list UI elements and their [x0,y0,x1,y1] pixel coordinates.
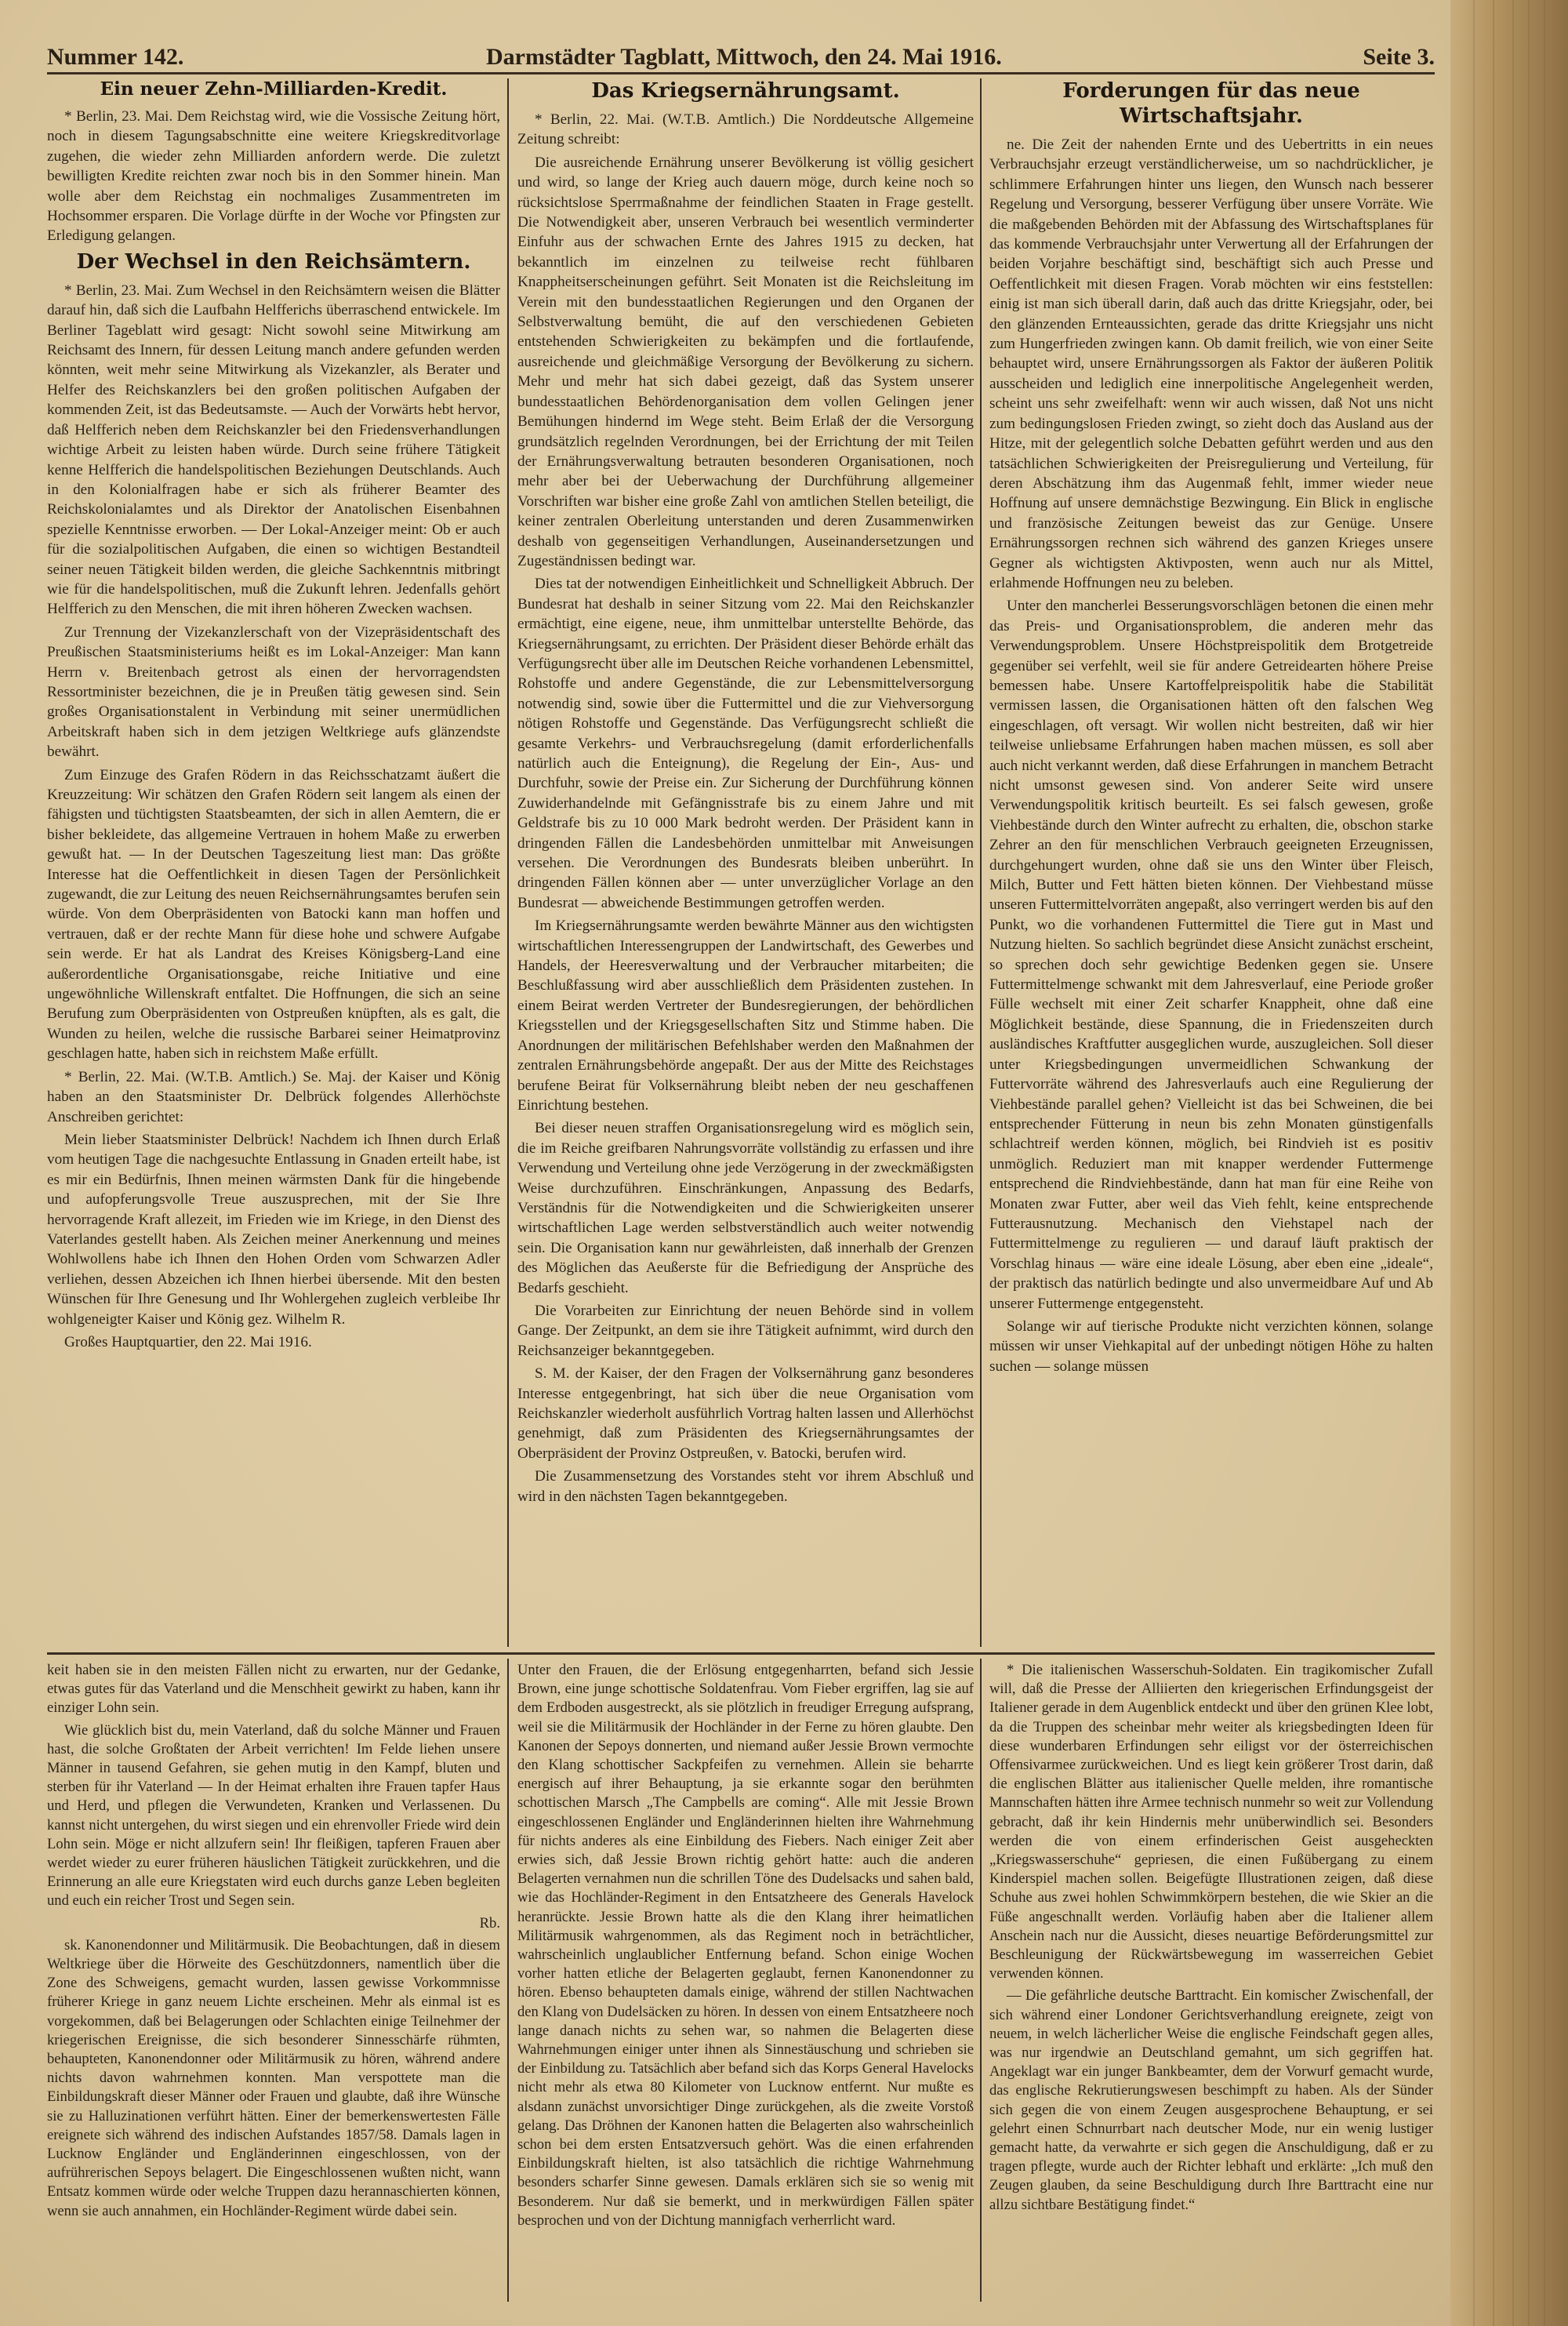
column-2 [517,77,974,1650]
paragraph: Dies tat der notwendigen Einheitlichkeit und Schnelligkeit Abbruch. Der Bundesrat hat deshalb in seiner Sitzung vom 22. Mai den Reichskanzler ermächtigt, eine eigene, neue, ihm unmittelbar unterstellte Behörde, das Kriegsernährungsamt, zu errichten. Der Präsident dieser Behörde erhält das Verfügungsrecht über alle im Deutschen Reiche vorhandenen Lebensmittel, Rohstoffe und andere Gegenstände, die zur Lebensmittelversorgung notwendig sind, sowie über die Futtermittel und die zur Viehversorgung nötigen Rohstoffe und Gegenstände. Das Verfügungsrecht schließt die gesamte Verkehrs- und Verbrauchsregelung (damit erforderlichenfalls natürlich auch die Enteignung), die Regelung der Ein-, Aus- und Durchfuhr, sowie der Preise ein. Zur Sicherung der Durchführung können Zuwiderhandelnde mit Gefängnisstrafe bis zu einem Jahre und mit Geldstrafe bis zu 10 000 Mark bedroht werden. Der Präsident kann in dringenden Fällen die Landesbehörden unmittelbar mit Anweisungen versehen. Die Verordnungen des Bundesrats bleiben unberührt. In dringenden Fällen können aber — unter unverzüglicher Vorlage an den Bundesrat — abweichende Bestimmungen getroffen werden. [517,576,974,911]
kaiser-letter: Mein lieber Staatsminister Delbrück! Nachdem ich Ihnen durch Erlaß vom heutigen Tage die nachgesuchte Entlassung in Gnaden erteilt habe, ist es mir ein Bedürfnis, Ihnen meinen wärmsten Dank für die hingebende und aufopferungsvolle Treue auszusprechen, mit der Sie Ihre hervorragende Kraft allezeit, im Frieden wie im Kriege, in den Dienst des Vaterlandes gestellt haben. Als Zeichen meiner Anerkennung und meines Wohlwollens habe ich Ihnen den Hohen Orden vom Schwarzen Adler verliehen, dessen Abzeichen ich Ihnen hierbei übersende. Mit den besten Wünschen für Ihre Genesung und Ihr Wohlergehen zugleich verbleibe Ihr wohlgeneigter Kaiser und König gez. Wilhelm R. [47,1131,500,1328]
paragraph: keit haben sie in den meisten Fällen nicht zu erwarten, nur der Gedanke, etwas gutes für das Vaterland und die Menschheit gewirkt zu haben, kann ihr einziger Lohn sein. [47,1662,500,1717]
paragraph: Zur Trennung der Vizekanzlerschaft von der Vizepräsidentschaft des Preußischen Staatsministeriums heißt es im Lokal-Anzeiger: Man kann Herrn v. Breitenbach getrost als einen der hervorragendsten Ressortminister bezeichnen, die je in Preußen tätig gewesen sind. Sein großes Organisationstalent in Verbindung mit seiner unermüdlichen Arbeitskraft haben sich in dem jetzigen Weltkriege aufs glänzendste bewährt. [47,623,500,761]
lower-rule-1 [507,1659,509,2302]
headline-kriegsernaehrungsamt: Das Kriegsernährungsamt. [591,79,900,103]
paragraph: * Berlin, 23. Mai. Zum Wechsel in den Reichsämtern weisen die Blätter darauf hin, daß sich die Laufbahn Helfferichs überraschend entwickele. Im Berliner Tageblatt wird gesagt: Nicht sowohl seine Mitwirkung am Reichsamt des Innern, für dessen Leitung manch andere gefunden werden könnten, weit mehr seine Mitwirkung als Vizekanzler, als Berater und Helfer des Reichskanzlers bei den großen politischen Aufgaben der kommenden Zeit, ist das Bedeutsamste. — Auch der Vorwärts hebt hervor, daß Helfferich neben dem Reichskanzler bei den Friedensverhandlungen wichtige Arbeit zu leisten haben würde. Durch seine frühere Tätigkeit kenne Helfferich die handelspolitischen Beziehungen Deutschlands. Auch in den Kolonialfragen habe er sich als früherer Beamter des Reichskolonialamtes und als Direktor der Anatolischen Eisenbahnen spezielle Kenntnisse erworben. — Der Lokal-Anzeiger meint: Ob er auch für die sozialpolitischen Aufgaben, die einen so wichtigen Bestandteil seiner neuen Tätigkeit bilden werden, die gleiche Sachkenntnis mitbringt wie für die handelspolitischen, muß die Zukunft lehren. Jedenfalls gehört Helfferich zu den Menschen, die mit ihren höheren Zwecken wachsen. [47,282,500,618]
paragraph: Die ausreichende Ernährung unserer Bevölkerung ist völlig gesichert und wird, so lange der Krieg auch dauern möge, durch keine noch so rücksichtslose Sperrmaßnahme der feindlichen Staaten in Frage gestellt. Die Notwendigkeit aber, unseren Verbrauch bei wesentlich verminderter Einfuhr aus der schwachen Ernte des Jahres 1915 zu decken, hat bekanntlich im einzelnen zu teilweise recht fühlbaren Knappheitserscheinungen geführt. Seit Monaten ist die Reichsleitung im Verein mit den bundesstaatlichen Regierungen und den Organen der Selbstverwaltung bemüht, die auf den verschiedenen Gebieten entstehenden Schwierigkeiten zu bekämpfen und die fortlaufende, ausreichende und gleichmäßige Versorgung der Bevölkerung zu sichern. Mehr und mehr hat sich dabei gezeigt, daß das System unserer bundesstaatlichen Behördenorganisation dem vollen Gelingen jener Bemühungen hindernd im Wege steht. Beim Erlaß der die Versorgung grundsätzlich regelnden Verordnungen, bei der Errichtung der mit Teilen der Ernährungsverwaltung betrauten besonderen Organisationen, noch mehr aber bei der Ueberwachung der Durchführung allgemeiner Vorschriften war bisher eine große Zahl von amtlichen Stellen beteiligt, die keiner zentralen Oberleitung unterstanden und deren Zusammenwirken deshalb von gegenseitigen Verhandlungen, Auseinandersetzungen und Zugeständnissen bedingt war. [517,154,974,569]
paragraph: Bei dieser neuen straffen Organisationsregelung wird es möglich sein, die im Reiche greifbaren Nahrungsvorräte vollständig zu erfassen und ihre Verwendung und Verteilung ohne jede Verzögerung in der zweckmäßigsten Weise durchzuführen. Einschränkungen, Anpassung des Bedarfs, Verständnis für die Notwendigkeiten und die Schwierigkeiten unserer wirtschaftlichen Lage werden selbstverständlich auch weiter notwendig sein. Die Organisation kann nur gewährleisten, daß innerhalb der Grenzen des Möglichen das Aeußerste für die Befriedigung der Ansprüche des Bedarfs geschieht. [517,1120,974,1296]
book-spine [1450,0,1568,2326]
paragraph: Die Vorarbeiten zur Einrichtung der neuen Behörde sind in vollem Gange. Der Zeitpunkt, an dem sie ihre Tätigkeit aufnimmt, wird durch den Reichsanzeiger bekanntgegeben. [517,1302,974,1359]
paragraph: Zum Einzuge des Grafen Rödern in das Reichsschatzamt äußert die Kreuzzeitung: Wir schätzen den Grafen Rödern seit langem als einen der fähigsten und tüchtigsten Staatsbeamten, der sich in allen Aemtern, die er bisher bekleidete, das allgemeine Vertrauen in hohem Maße zu erwerben gewußt hat. — In der Deutschen Tageszeitung liest man: Das größte Interesse hat die Oeffentlichkeit in diesen Tagen der Persönlichkeit zugewandt, die zur Leitung des neuen Reichsernährungsamtes berufen sein würde. Von dem Oberpräsidenten von Batocki kann man hoffen und vertrauen, daß er der rechte Mann für diese hohe und schwere Aufgabe sein werde. Er hat als Landrat des Kreises Königsberg-Land eine außerordentliche Organisationsgabe, reiche Initiative und eine ungewöhnliche Willenskraft entfaltet. Die Hoffnungen, die sich an seine Berufung zum Oberpräsidenten von Ostpreußen knüpften, als es galt, die Wunden zu heilen, welche die russische Barbarei seiner Heimatprovinz geschlagen hatte, haben sich in reichstem Maße erfüllt. [47,766,500,1063]
paper-title-date: Darmstädter Tagblatt, Mittwoch, den 24. Mai 1916. [486,44,1002,70]
paragraph: Im Kriegsernährungsamte werden bewährte Männer aus den wichtigsten wirtschaftlichen Interessengruppen der Landwirtschaft, des Gewerbes und Handels, der Heeresverwaltung und der Verbraucher mitarbeiten; die Beschlußfassung wird aber ausschließlich dem Präsidenten zustehen. In einem Beirat werden Vertreter der Bundesregierungen, der behördlichen Kriegsstellen und der Kriegsgesellschaften Sitz und Stimme haben. Die Anordnungen der militärischen Befehlshaber werden den Maßnahmen der zentralen Ernährungsbehörde angepaßt. Der aus der Mitte des Reichstages berufene Beirat für Volksernährung bleibt neben der neu geschaffenen Einrichtung bestehen. [517,918,974,1114]
paragraph: Wie glücklich bist du, mein Vaterland, daß du solche Männer und Frauen hast, die solche Großtaten der Arbeit verrichten! Im Felde liehen unsere Männer in tausend Gefahren, sie gehen mutig in den Kampf, bluten und sterben für ihr Vaterland — In der Heimat erhalten ihre Frauen tapfer Haus und Herd, und pflegen die Verwundeten, Kranken und Verlassenen. Du kannst nicht untergehen, du wirst siegen und ein ehrenvoller Friede wird dein Lohn sein. Möge er nicht allzufern sein! Ihr fleißigen, tapferen Frauen aber werdet wieder zu eurer früheren häuslichen Tätigkeit zurückkehren, und die Erinnerung an alle eure Kriegstaten wird euch durchs ganze Leben begleiten und euch ein reicher Trost und Segen sein. [47,1721,500,1910]
paragraph: Solange wir auf tierische Produkte nicht verzichten können, solange müssen wir unser Viehkapital auf der unbedingt nötigen Höhe zu halten suchen — solange müssen [989,1317,1433,1375]
paragraph: Unter den mancherlei Besserungsvorschlägen betonen die einen mehr das Preis- und Organisationsproblem, die anderen mehr das Verwendungsproblem. Unsere Höchstpreispolitik dem Brotgetreide gegenüber sei verfehlt, weil sie für andere Getreidearten höhere Preise bemessen habe. Unsere Kartoffelpreispolitik habe die Stabilität vermissen lassen, die Organisationen hätten oft den falschen Weg eingeschlagen, oft versagt. Wir wollen nicht bestreiten, daß wir hier teilweise unliebsame Erfahrungen haben machen müssen, es soll aber auch nicht verkannt werden, daß diese Erfahrungen in manchem Betracht nicht umsonst gewesen sind. Von anderer Seite wird unsere Verwendungspolitik kritisch beurteilt. Es sei falsch gewesen, große Viehbestände durch den Winter aufrecht zu erhalten, die, obschon starke Zehrer an den für menschlichen Verbrauch geeigneten Erzeugnissen, durchgehungert wurden, ohne daß sie uns den Winter über Fleisch, Milch, Butter und Fett hätten bieten können. Der Viehbestand müsse unseren Futtermittelvorräten angepaßt, also verringert werden bis auf den Punkt, wo die vorhandenen Futtermittel die Tiere gut in Mast und Nutzung hielten. So sachlich begründet diese Ansicht zunächst erscheint, so sprechen doch sehr gewichtige Bedenken gegen sie. Unsere Futtermittelmenge schwankt mit dem Jahresverlauf, eine Periode großer Fülle wechselt mit einer Zeit scharfer Knappheit, ohne daß eine Möglichkeit bestände, diese Spannung, die in Friedenszeiten durch ausländisches Kraftfutter ausgeglichen wurde, auszugleichen. Soll dieser unter Kriegsbedingungen unvermeidlichen Schwankung der Futtervorräte während des Jahresverlaufs auch eine Regulierung der Viehbestände parallel gehen? Vielleicht ist das bei Schweinen, die bei entsprechender Fütterung in neun bis zehn Monaten günstigenfalls schlachtreif werden können, möglich, bei Rindvieh ist es positiv unmöglich. Reduziert man mit knapper werdender Futtermenge entsprechend die Rindviehbestände, dann hat man für eine Reihe von Monaten zwar Futter, aber weil das Vieh fehlt, keine entsprechende Futterausnutzung. Mechanisch den Viehstapel nach der Futtermittelmenge zu regulieren — und darauf läuft praktisch der Vorschlag hinaus — wäre eine ideale Lösung, aber eben eine „ideale“, der praktisch das natürlich bedingte und also unvermeidbare Auf und Ab unserer Futtermenge entgegensteht. [989,598,1433,1312]
paragraph: — Die gefährliche deutsche Barttracht. Ein komischer Zwischenfall, der sich während einer Londoner Gerichtsverhandlung ereignete, zeigt von neuem, in welch lächerlicher Weise die englische Feindschaft gegen alles, was nur irgendwie an Deutschland gemahnt, um sich gegriffen hat. Angeklagt war ein junger Bankbeamter, dem der Vorwurf gemacht wurde, das englische Rekrutierungswesen beschimpft zu haben. Als der Sünder sich gegen die von einem Zeugen ausgesprochene Behauptung, er sei gelehrt einen Schnurrbart nach deutscher Mode, nur ein wenig lustiger gemacht hatte, da verwahrte er sich gegen die Anschuldigung, daß er zu tragen pflegte, wurde auch der Richter lebhaft und erklärte: „Ich muß den Zeugen glauben, da seine Beschuldigung durch Ihre Barttracht eine nur allzu sichtbare Bestätigung findet.“ [989,1987,1433,2213]
paragraph: Die Zusammensetzung des Vorstandes steht vor ihrem Abschluß und wird in den nächsten Tagen bekanntgegeben. [517,1468,974,1505]
issue-number: Nummer 142. [47,44,184,70]
masthead [47,41,1435,72]
section-rule [47,1652,1435,1655]
headline-kredit: Ein neuer Zehn-Milliarden-Kredit. [100,78,448,100]
paragraph: S. M. der Kaiser, der den Fragen der Volksernährung ganz besonderes Interesse entgegenbringt, hat sich über die neue Organisation vom Reichskanzler wiederholt ausführlich Vortrag halten lassen und Allerhöchst genehmigt, daß zum Präsidenten des Kriegsernährungsamtes der Oberpräsident der Provinz Ostpreußen, v. Batocki, berufen wird. [517,1365,974,1462]
column-rule-1 [507,78,509,1647]
paragraph: ne. Die Zeit der nahenden Ernte und des Uebertritts in ein neues Verbrauchsjahr erzeugt verständlicherweise, um so nachdrücklicher, je schlimmere Erfahrungen hinter uns liegen, den Wunsch nach besserer Regelung und Versorgung, besserer Verfügung über unsere Vorräte. Wie die maßgebenden Behörden mit der Abfassung des Wirtschaftsplanes für das kommende Verbrauchsjahr unter Verwertung all der Erfahrungen der beiden Vorjahre beschäftigt sind, beschäftigt sich auch Presse und Oeffentlichkeit mit diesen Fragen. Vorab möchten wir eins feststellen: einig ist man sich überall darin, daß auch das dritte Kriegsjahr, oder, bei den glänzenden Ernteaussichten, gerade das dritte Kriegsjahr uns nicht zum Hungerfrieden zwingen kann. Ob damit freilich, wie von einer Seite behauptet wird, unsere Ernährungssorgen als Faktor der äußeren Politik ausscheiden und lediglich eine innerpolitische Angelegenheit werden, scheint uns sehr zweifelhaft: wenn wir auch wissen, daß Not uns nicht zum bedingungslosen Frieden zwingt, so zieht doch das Ausland aus der Hitze, mit der gelegentlich solche Debatten geführt werden und aus den tatsächlichen Schwierigkeiten der Preisregulierung und Verteilung, für deren Abschätzung ihm das Augenmaß fehlt, immer wieder neue Hoffnung auf unsere demnächstige Bezwingung. Ein Blick in englische und französische Zeitungen beweist das zur Genüge. Unsere Ernährungssorgen rechnen sich während des ganzen Krieges unsere Gegner als wichtigsten Aktivposten, wenn auch nur als Mittel, erlahmende Hoffnungen neu zu beleben. [989,136,1433,591]
feuilleton-column-2 [517,1661,974,2304]
headline-reichsaemter: Der Wechsel in den Reichsämtern. [76,249,471,274]
paragraph: * Die italienischen Wasserschuh-Soldaten. Ein tragikomischer Zufall will, daß die Presse der Alliierten den kriegerischen Erfindungsgeist der Italiener gerade in dem Augenblick entdeckt und über den grünen Klee lobt, da die Truppen des scheinbar mehr weiter als kriegsbedingten Ideen für diese wunderbaren Erfindungen sehr eiligst vor der österreichischen Offensivarmee zurückweichen. Und es liegt kein größerer Trost darin, daß die englischen Blätter aus italienischer Quelle melden, ihre romantische Mannschaften hätten ihre Armee technisch nunmehr so weit zur Vollendung gebracht, daß ihr kein Hindernis mehr unüberwindlich sei. Besonders werden die von einem erfinderischen Geist ausgeheckten „Kriegswasserschuhe“ gepriesen, die einen Fußübergang zu einem Kinderspiel machen sollen. Beigefügte Illustrationen zeigen, daß diese Schuhe aus zwei hohlen Schwimmkörpern bestehen, die wie Skier an die Füße angeschnallt werden. Vorläufig haben aber die Italiener allem Anschein nach nur die Aussicht, dieses neuartige Beförderungsmittel zur Beschleunigung der Rückwärtsbewegung im wasserreichen Gebiet verwenden können. [989,1662,1433,1983]
headline-wirtschaftsjahr: Forderungen für das neue Wirtschaftsjahr. [1062,79,1360,128]
paragraph: Unter den Frauen, die der Erlösung entgegenharrten, befand sich Jessie Brown, eine junge schottische Soldatenfrau. Vom Fieber ergriffen, lag sie auf dem Erdboden ausgestreckt, als sie plötzlich in freudiger Erregung aufsprang, weil sie die Militärmusik der Hochländer in der Ferne zu hören glaubte. Den Kanonen der Sepoys donnerten, und niemand außer Jessie Brown vermochte den Klang schottischer Sackpfeifen zu vernehmen. Allein sie beharrte energisch auf ihrer Behauptung, ja sie erkannte sogar den berühmten schottischen Marsch „The Campbells are coming“. Alle mit Jessie Brown eingeschlossenen Engländer und Engländerinnen hielten ihre Wahrnehmung für nichts anderes als eine Einbildung des Fiebers. Nach einiger Zeit aber erwies sich, daß Jessie Brown richtig gehört hatte: auch die anderen Belagerten vernahmen nun die schrillen Töne des Dudelsacks und sahen bald, wie das Hochländer-Regiment in den Entsatzheere des Generals Havelock heranrückte. Jessie Brown hatte als die den Klang ihrer heimatlichen Militärmusik wahrgenommen, als das Regiment noch in beträchtlicher, wahrscheinlich unglaublicher Entfernung befand. Schon einige Wochen vorher hatten etliche der Belagerten geglaubt, fernen Kanonendonner zu hören. Ebenso behaupteten damals einige, während der stillen Nachtwachen den Klang von Dudelsäcken zu hören. In dessen von einem Entsatzheere noch lange danach nichts zu sehen war, so nahmen die Belagerten diese Wahrnehmungen einiger unter ihnen als Sinnestäuschung und schrieben sie der Einbildung zu. Tatsächlich aber befand sich das Korps General Havelocks nicht mehr als etwa 80 Kilometer von Lucknow entfernt. Nur mußte es alsdann zunächst unvorsichtiger Dinge zurückgehen, als die zweite Vorstoß gelang. Das Dröhnen der Kanonen hatten die Belagerten also wahrscheinlich schon bei dem ersten Entsatzversuch gehört. Was die einen erfahrenden Einbildungskraft hielten, ist also tatsächlich die richtige Wahrnehmung besonders scharfer Sinne gewesen. Damals erklären sich sie so wenig mit Besonderem. Nur daß sie bemerkt, und in merkwürdigen Fällen später besprochen und von der Dichtung mannigfach verherrlicht ward. [517,1662,974,2229]
masthead-rule [47,72,1435,75]
feuilleton-column-1 [47,1661,500,2304]
paragraph: * Berlin, 22. Mai. (W.T.B. Amtlich.) Se. Maj. der Kaiser und König haben an den Staatsminister Dr. Delbrück folgendes Allerhöchste Anschreiben gerichtet: [47,1068,500,1125]
paragraph: * Berlin, 22. Mai. (W.T.B. Amtlich.) Die Norddeutsche Allgemeine Zeitung schreibt: [517,111,974,148]
column-3 [989,77,1433,1650]
lower-rule-2 [980,1659,982,2302]
paragraph: sk. Kanonendonner und Militärmusik. Die Beobachtungen, daß in diesem Weltkriege über die Hörweite des Geschützdonners, namentlich über die Zone des Schweigens, gemacht wurden, lassen gewisse Vorkommnisse früherer Kriege in ganz neuem Lichte erscheinen. Mehr als einmal ist es vorgekommen, daß bei Belagerungen oder Schlachten einige Teilnehmer der kriegerischen Ereignisse, die sich besonderer Sinnesschärfe rühmten, behaupteten, Kanonendonner oder Militärmusik zu hören, während andere nichts davon wahrnehmen konnten. Man verspottete man die Einbildungskraft dieser Männer oder Frauen und glaubte, daß ihre Wünsche sie zu Halluzinationen verführt hätten. Einer der bemerkenswertesten Fälle ereignete sich während des indischen Aufstandes 1857/58. Damals lagen in Lucknow Engländer und Engländerinnen eingeschlossen, von der aufrührerischen Sepoys belagert. Die Eingeschlossenen wußten nicht, wann Entsatz kommen würde oder welche Truppen dazu herannaschierten können, wenn sie auch annahmen, ein Hochländer-Regiment würde dabei sein. [47,1936,500,2219]
column-rule-2 [980,78,982,1647]
feuilleton-column-3 [989,1661,1433,2304]
author-signature: Rb. [479,1914,500,1932]
page-number: Seite 3. [1363,44,1435,70]
article-kredit: * Berlin, 23. Mai. Dem Reichstag wird, wie die Vossische Zeitung hört, noch in diesem Tagungsabschnitte eine weitere Kriegskreditvorlage zugehen, die wieder zehn Milliarden anfordern werde. Die zuletzt bewilligten Kredite reichten zwar noch bis in den Sommer hinein. Man wolle aber dem Reichstag ein nochmaliges Zusammentreten im Hochsommer ersparen. Die Vorlage dürfte in der Woche vor Pfingsten zur Erledigung gelangen. [47,108,500,245]
dateline: Großes Hauptquartier, den 22. Mai 1916. [64,1333,312,1350]
column-1 [47,77,500,1650]
page-edges [1450,0,1568,2326]
